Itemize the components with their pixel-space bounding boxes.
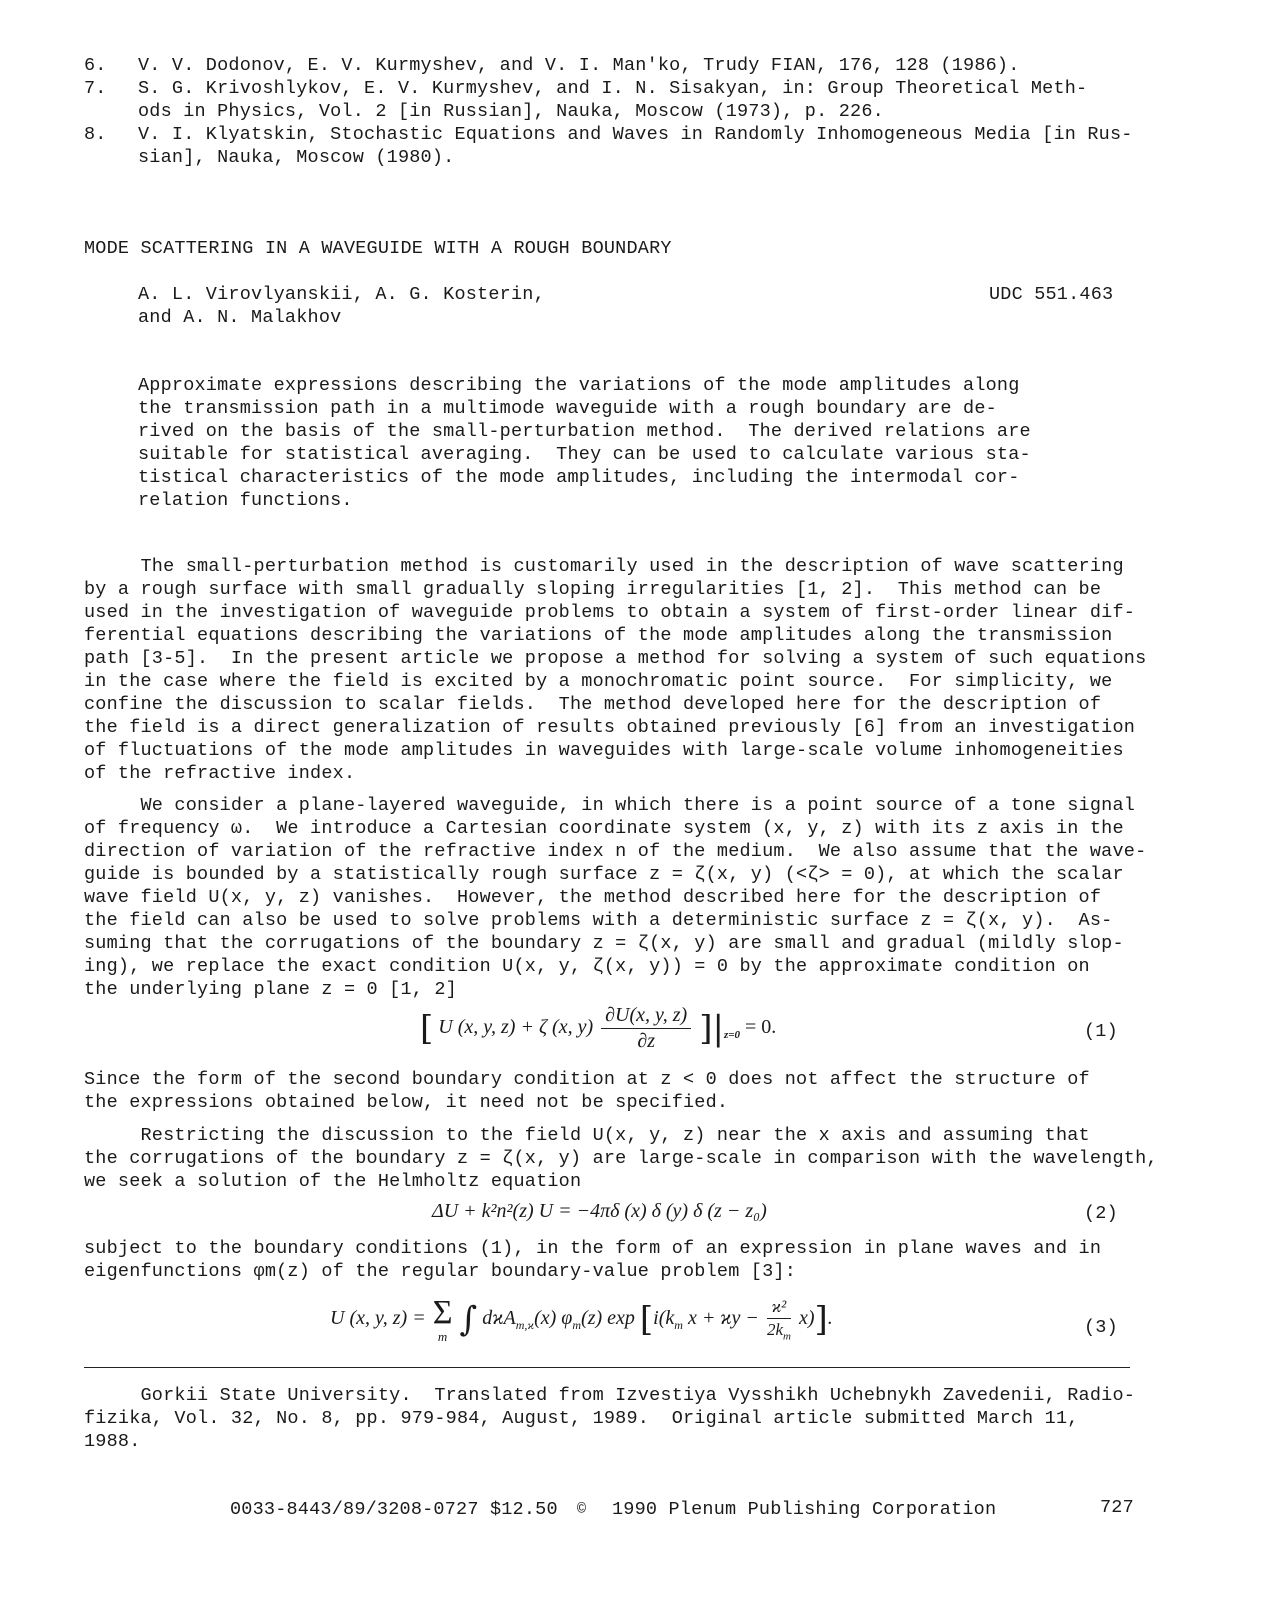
- body-line: confine the discussion to scalar fields. The method developed here for the description of: [84, 694, 1102, 715]
- bracket-close: ]: [814, 1299, 828, 1340]
- body-line: used in the investigation of waveguide problems to obtain a system of first-order linear dif-: [84, 602, 1136, 623]
- body-line: Restricting the discussion to the field U(x, y, z) near the x axis and assuming that: [84, 1125, 1090, 1146]
- bracket-close: ]|: [699, 1008, 724, 1049]
- reference-number: 7.: [84, 78, 107, 99]
- reference-text: S. G. Krivoshlykov, E. V. Kurmyshev, and I. N. Sisakyan, in: Group Theoretical Meth-: [138, 78, 1088, 99]
- publisher: 1990 Plenum Publishing Corporation: [612, 1499, 997, 1520]
- reference-text: V. V. Dodonov, E. V. Kurmyshev, and V. I. Man'ko, Trudy FIAN, 176, 128 (1986).: [138, 55, 1020, 76]
- fraction-denominator-term: 2k: [766, 1319, 783, 1339]
- copyright-symbol: ©: [577, 1501, 587, 1518]
- publication-code: 0033-8443/89/3208-0727 $12.50: [230, 1499, 558, 1520]
- footnote-line: Gorkii State University. Translated from Izvestiya Vysshikh Uchebnykh Zavedenii, Radio-: [84, 1385, 1136, 1406]
- reference-text: V. I. Klyatskin, Stochastic Equations and Waves in Randomly Inhomogeneous Media [in Rus-: [138, 124, 1133, 145]
- integral-symbol: ∫: [459, 1299, 478, 1340]
- body-line: eigenfunctions φm(z) of the regular boundary-value problem [3]:: [84, 1261, 797, 1282]
- abstract-line: rived on the basis of the small-perturbation method. The derived relations are: [138, 421, 1031, 442]
- footnote-line: fizika, Vol. 32, No. 8, pp. 979-984, August, 1989. Original article submitted March 11,: [84, 1408, 1079, 1429]
- sum-index: m: [437, 1329, 448, 1344]
- abstract-line: relation functions.: [138, 490, 353, 511]
- evaluation-subscript: z=0: [723, 1029, 741, 1042]
- body-line: the field can also be used to solve problems with a deterministic surface z = ζ(x, y). As-: [84, 910, 1113, 931]
- bracket-open: [: [639, 1299, 654, 1340]
- partial-fraction: [601, 1004, 691, 1053]
- body-line: by a rough surface with small gradually sloping irregularities [1, 2]. This method can be: [84, 579, 1102, 600]
- reference-text: ods in Physics, Vol. 2 [in Russian], Nauka, Moscow (1973), p. 226.: [138, 101, 884, 122]
- authors-line: and A. N. Malakhov: [138, 307, 342, 328]
- fraction: [767, 1297, 791, 1342]
- body-line: ferential equations describing the variations of the mode amplitudes along the transmission: [84, 625, 1113, 646]
- abstract-line: the transmission path in a multimode waveguide with a rough boundary are de-: [138, 398, 997, 419]
- body-line: path [3-5]. In the present article we propose a method for solving a system of such equations: [84, 648, 1147, 669]
- equation-number: (2): [1084, 1203, 1118, 1224]
- authors-line: A. L. Virovlyanskii, A. G. Kosterin,: [138, 284, 545, 305]
- body-line: wave field U(x, y, z) vanishes. However, the method described here for the description of: [84, 887, 1102, 908]
- article-title: MODE SCATTERING IN A WAVEGUIDE WITH A ROUGH BOUNDARY: [84, 238, 672, 259]
- body-line: subject to the boundary conditions (1), in the form of an expression in plane waves and in: [84, 1238, 1102, 1259]
- equation-term: U (x, y, z) + ζ (x, y): [438, 1016, 594, 1039]
- fraction-numerator: ∂U(x, y, z): [601, 1004, 691, 1029]
- equation-subscript: m: [674, 1318, 683, 1333]
- body-line: ing), we replace the exact condition U(x, y, ζ(x, y)) = 0 by the approximate condition on: [84, 956, 1090, 977]
- equation-subscript: m: [572, 1318, 582, 1333]
- body-line: the corrugations of the boundary z = ζ(x, y) are large-scale in comparison with the wavelength,: [84, 1148, 1158, 1169]
- body-line: of fluctuations of the mode amplitudes in waveguides with large-scale volume inhomogeneities: [84, 740, 1124, 761]
- body-line: the field is a direct generalization of results obtained previously [6] from an investigation: [84, 717, 1136, 738]
- footnote-line: 1988.: [84, 1431, 141, 1452]
- footnote-divider: [84, 1367, 1130, 1368]
- udc-code: UDC 551.463: [989, 284, 1114, 305]
- reference-number: 8.: [84, 124, 107, 145]
- equation-3: [330, 1296, 833, 1343]
- equation-term: (x) φ: [534, 1307, 573, 1330]
- sum-symbol: Σ: [432, 1294, 453, 1331]
- fraction-denominator: [767, 1319, 791, 1342]
- equation-2: ΔU + k²n²(z) U = −4πδ (x) δ (y) δ (z − z₀): [432, 1200, 767, 1222]
- abstract-line: suitable for statistical averaging. They can be used to calculate various sta-: [138, 444, 1031, 465]
- equation-term: x + ϰy −: [687, 1307, 759, 1330]
- equation-end: .: [827, 1307, 833, 1330]
- body-line: of frequency ω. We introduce a Cartesian coordinate system (x, y, z) with its z axis in the: [84, 818, 1124, 839]
- equation-number: (3): [1084, 1317, 1118, 1338]
- body-line: The small-perturbation method is customarily used in the description of wave scattering: [84, 556, 1124, 577]
- fraction-numerator: ϰ²: [767, 1297, 791, 1319]
- body-line: of the refractive index.: [84, 763, 356, 784]
- body-line: we seek a solution of the Helmholtz equation: [84, 1171, 582, 1192]
- bracket-open: [: [420, 1008, 434, 1049]
- abstract-line: tistical characteristics of the mode amplitudes, including the intermodal cor-: [138, 467, 1020, 488]
- body-line: the underlying plane z = 0 [1, 2]: [84, 979, 457, 1000]
- body-line: Since the form of the second boundary condition at z < 0 does not affect the structure of: [84, 1069, 1090, 1090]
- body-line: guide is bounded by a statistically rough surface z = ζ(x, y) (<ζ> = 0), at which the scalar: [84, 864, 1124, 885]
- body-line: We consider a plane-layered waveguide, in which there is a point source of a tone signal: [84, 795, 1136, 816]
- equation-term: x): [798, 1307, 815, 1330]
- equation-term: dϰA: [482, 1307, 516, 1330]
- equation-subscript: m,ϰ: [515, 1318, 535, 1333]
- reference-number: 6.: [84, 55, 107, 76]
- equation-subscript: m: [782, 1330, 791, 1343]
- equation-number: (1): [1084, 1021, 1118, 1042]
- body-line: in the case where the field is excited by a monochromatic point source. For simplicity, we: [84, 671, 1113, 692]
- equation-lhs: U (x, y, z) =: [330, 1307, 426, 1330]
- equation-1: [420, 1004, 776, 1053]
- summation: [433, 1296, 453, 1343]
- equation-term: (z) exp: [581, 1307, 635, 1330]
- abstract-line: Approximate expressions describing the variations of the mode amplitudes along: [138, 375, 1020, 396]
- fraction-denominator: ∂z: [637, 1030, 656, 1052]
- body-line: the expressions obtained below, it need not be specified.: [84, 1092, 729, 1113]
- body-line: suming that the corrugations of the boundary z = ζ(x, y) are small and gradual (mildly slop-: [84, 933, 1124, 954]
- body-line: direction of variation of the refractive index n of the medium. We also assume that the wave-: [84, 841, 1147, 862]
- page-number: 727: [1100, 1497, 1134, 1518]
- reference-text: sian], Nauka, Moscow (1980).: [138, 147, 455, 168]
- equation-rhs: = 0.: [745, 1016, 777, 1039]
- equation-term: i(k: [653, 1307, 675, 1330]
